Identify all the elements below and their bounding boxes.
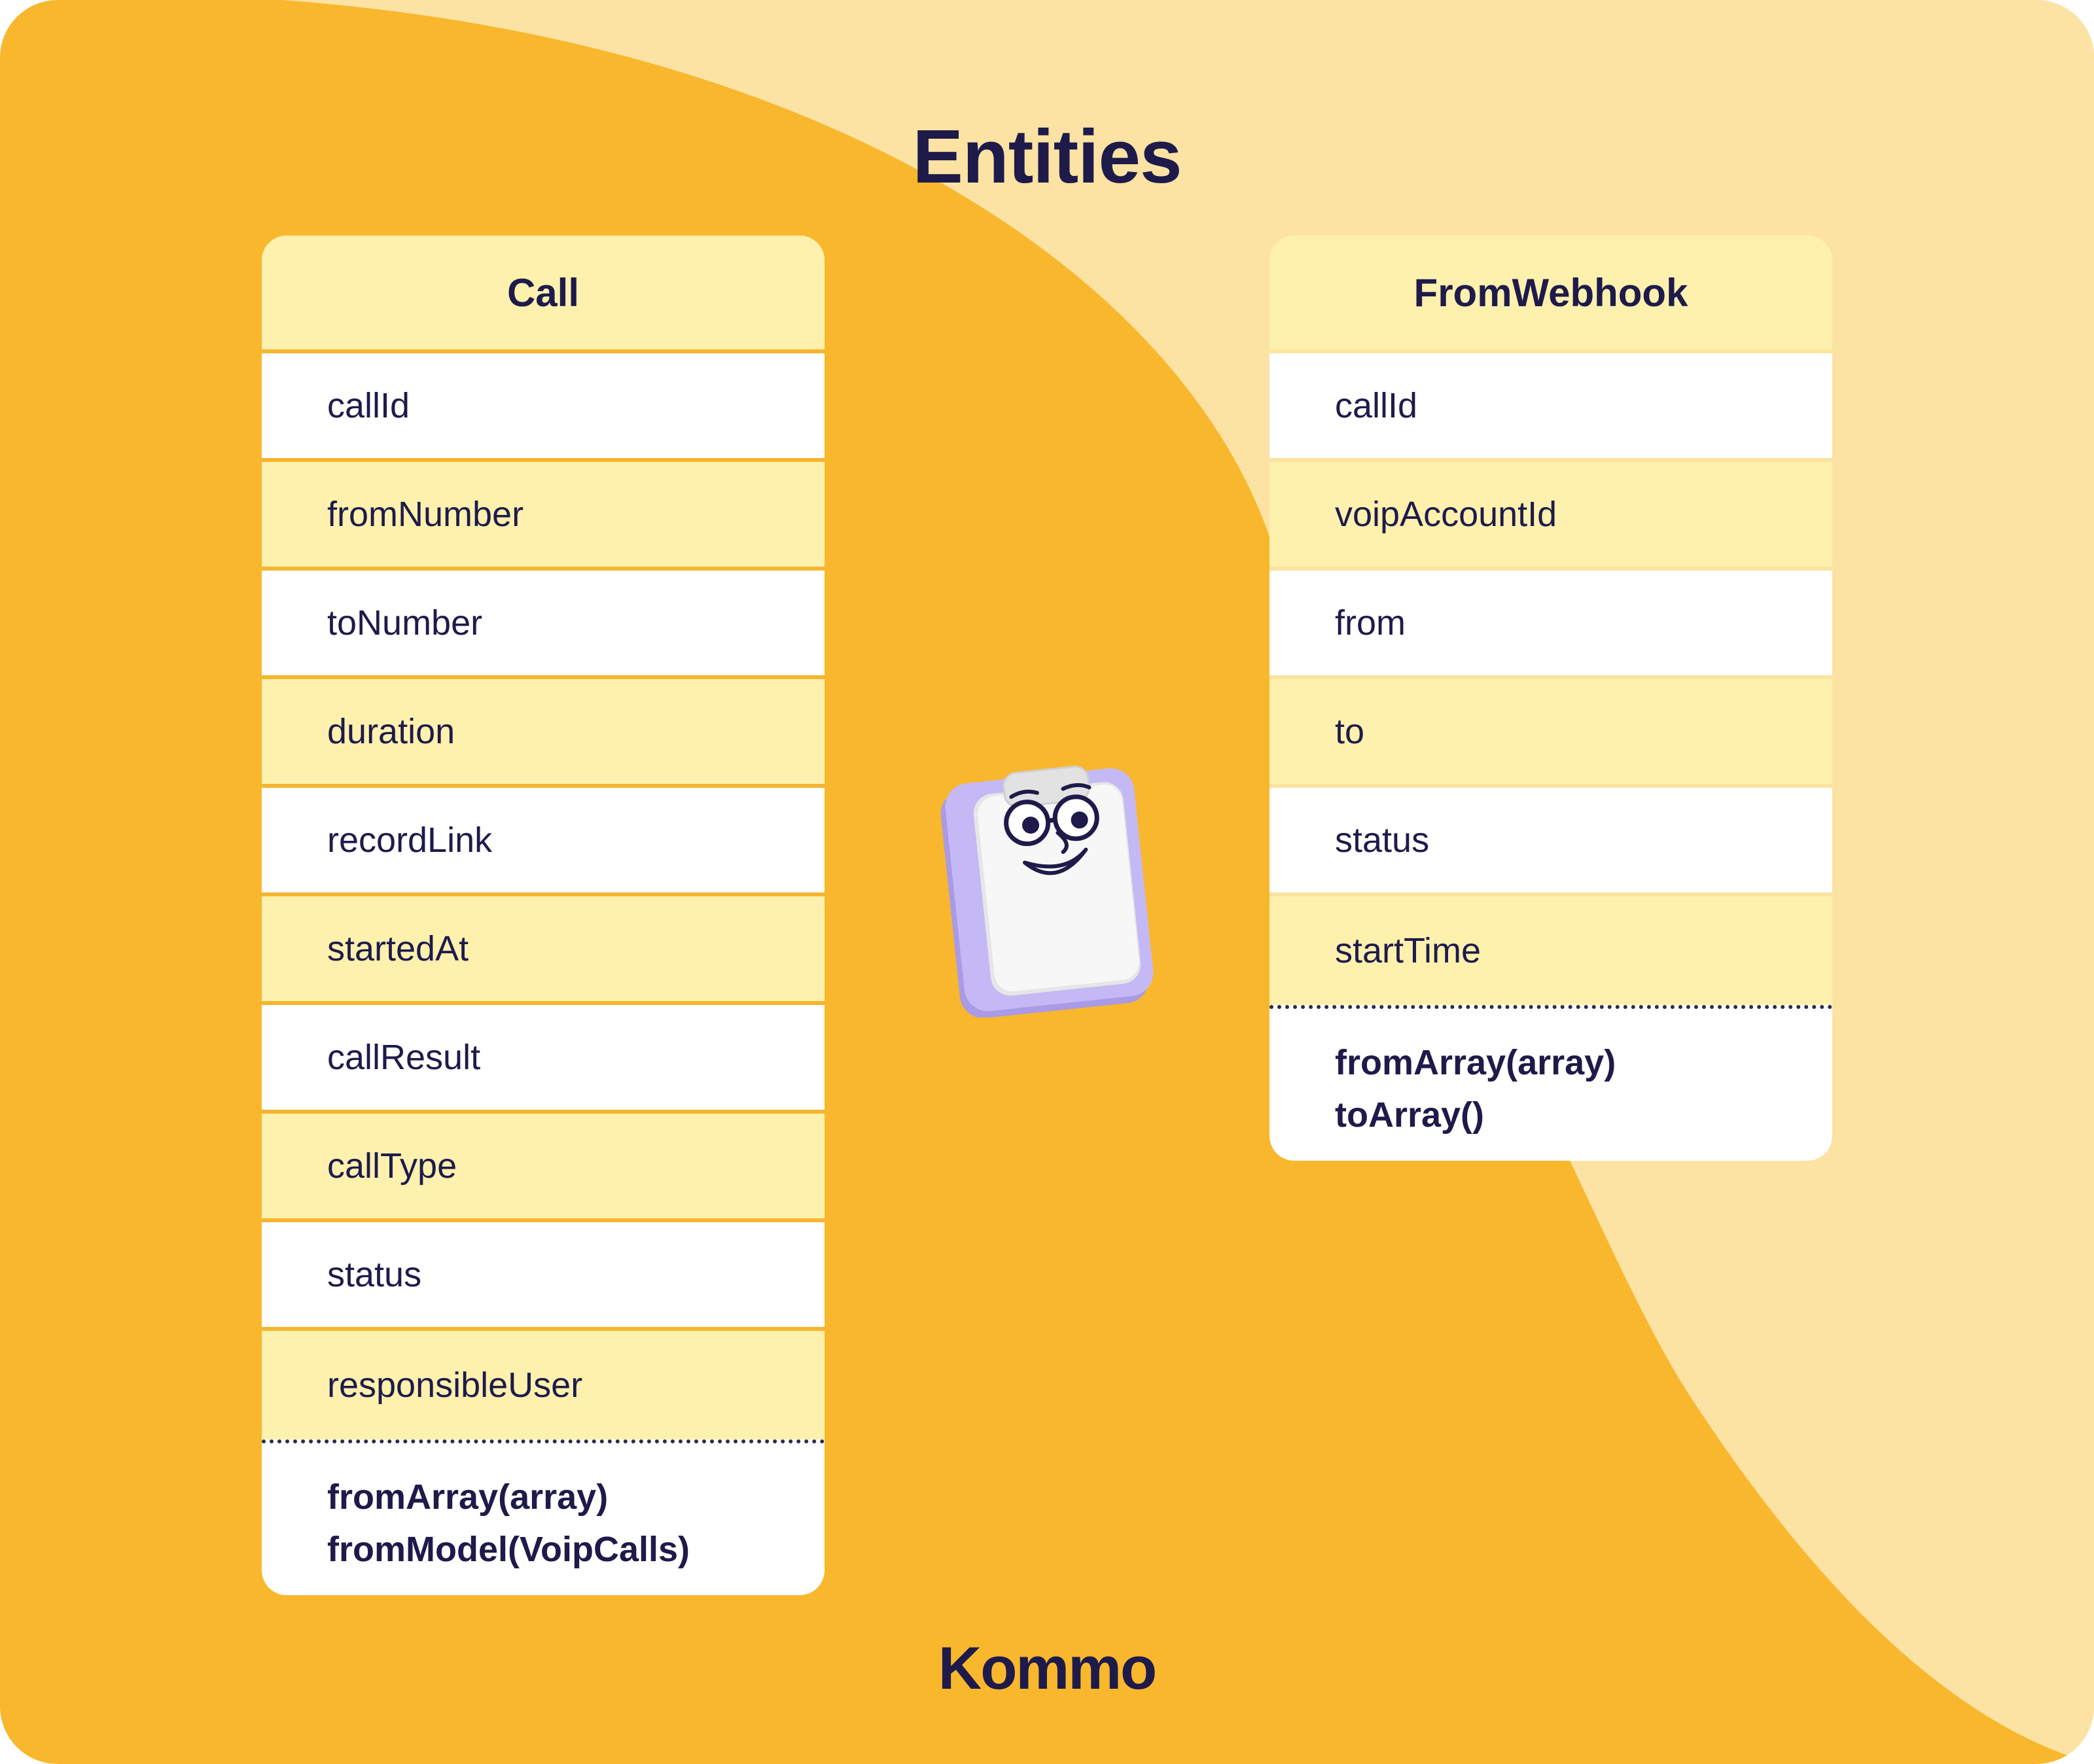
kommo-logo-text: Kommo (938, 1634, 1156, 1702)
call-field-row: responsibleUser (262, 1331, 825, 1439)
fromwebhook-field-row: to (1269, 679, 1832, 788)
call-field-row: startedAt (262, 896, 825, 1005)
kommo-logo-icon (851, 1636, 1243, 1701)
call-field-row: toNumber (262, 571, 825, 679)
fromwebhook-field-row: callId (1269, 353, 1832, 462)
fromwebhook-method: fromArray(array) (1335, 1043, 1616, 1082)
call-field-row: callResult (262, 1005, 825, 1114)
clipboard-mascot-icon (936, 756, 1158, 1017)
fromwebhook-entity-header: FromWebhook (1269, 236, 1832, 353)
call-entity-card (262, 236, 825, 1595)
page-title: Entities (912, 114, 1182, 199)
call-field-row: recordLink (262, 788, 825, 896)
call-field-row: callId (262, 353, 825, 462)
call-field-row: status (262, 1222, 825, 1331)
call-entity-header: Call (262, 236, 825, 353)
call-method: fromModel(VoipCalls) (327, 1530, 690, 1569)
call-method: fromArray(array) (327, 1477, 609, 1517)
fromwebhook-entity-card (1269, 236, 1832, 1161)
fromwebhook-field-row: from (1269, 571, 1832, 679)
call-methods (262, 1443, 825, 1595)
fromwebhook-field-row: startTime (1269, 896, 1832, 1005)
fromwebhook-method: toArray() (1335, 1095, 1485, 1135)
call-field-row: fromNumber (262, 462, 825, 571)
fromwebhook-field-row: voipAccountId (1269, 462, 1832, 571)
fromwebhook-field-row: status (1269, 788, 1832, 896)
call-field-row: callType (262, 1114, 825, 1222)
call-field-row: duration (262, 679, 825, 788)
fromwebhook-methods (1269, 1009, 1832, 1161)
